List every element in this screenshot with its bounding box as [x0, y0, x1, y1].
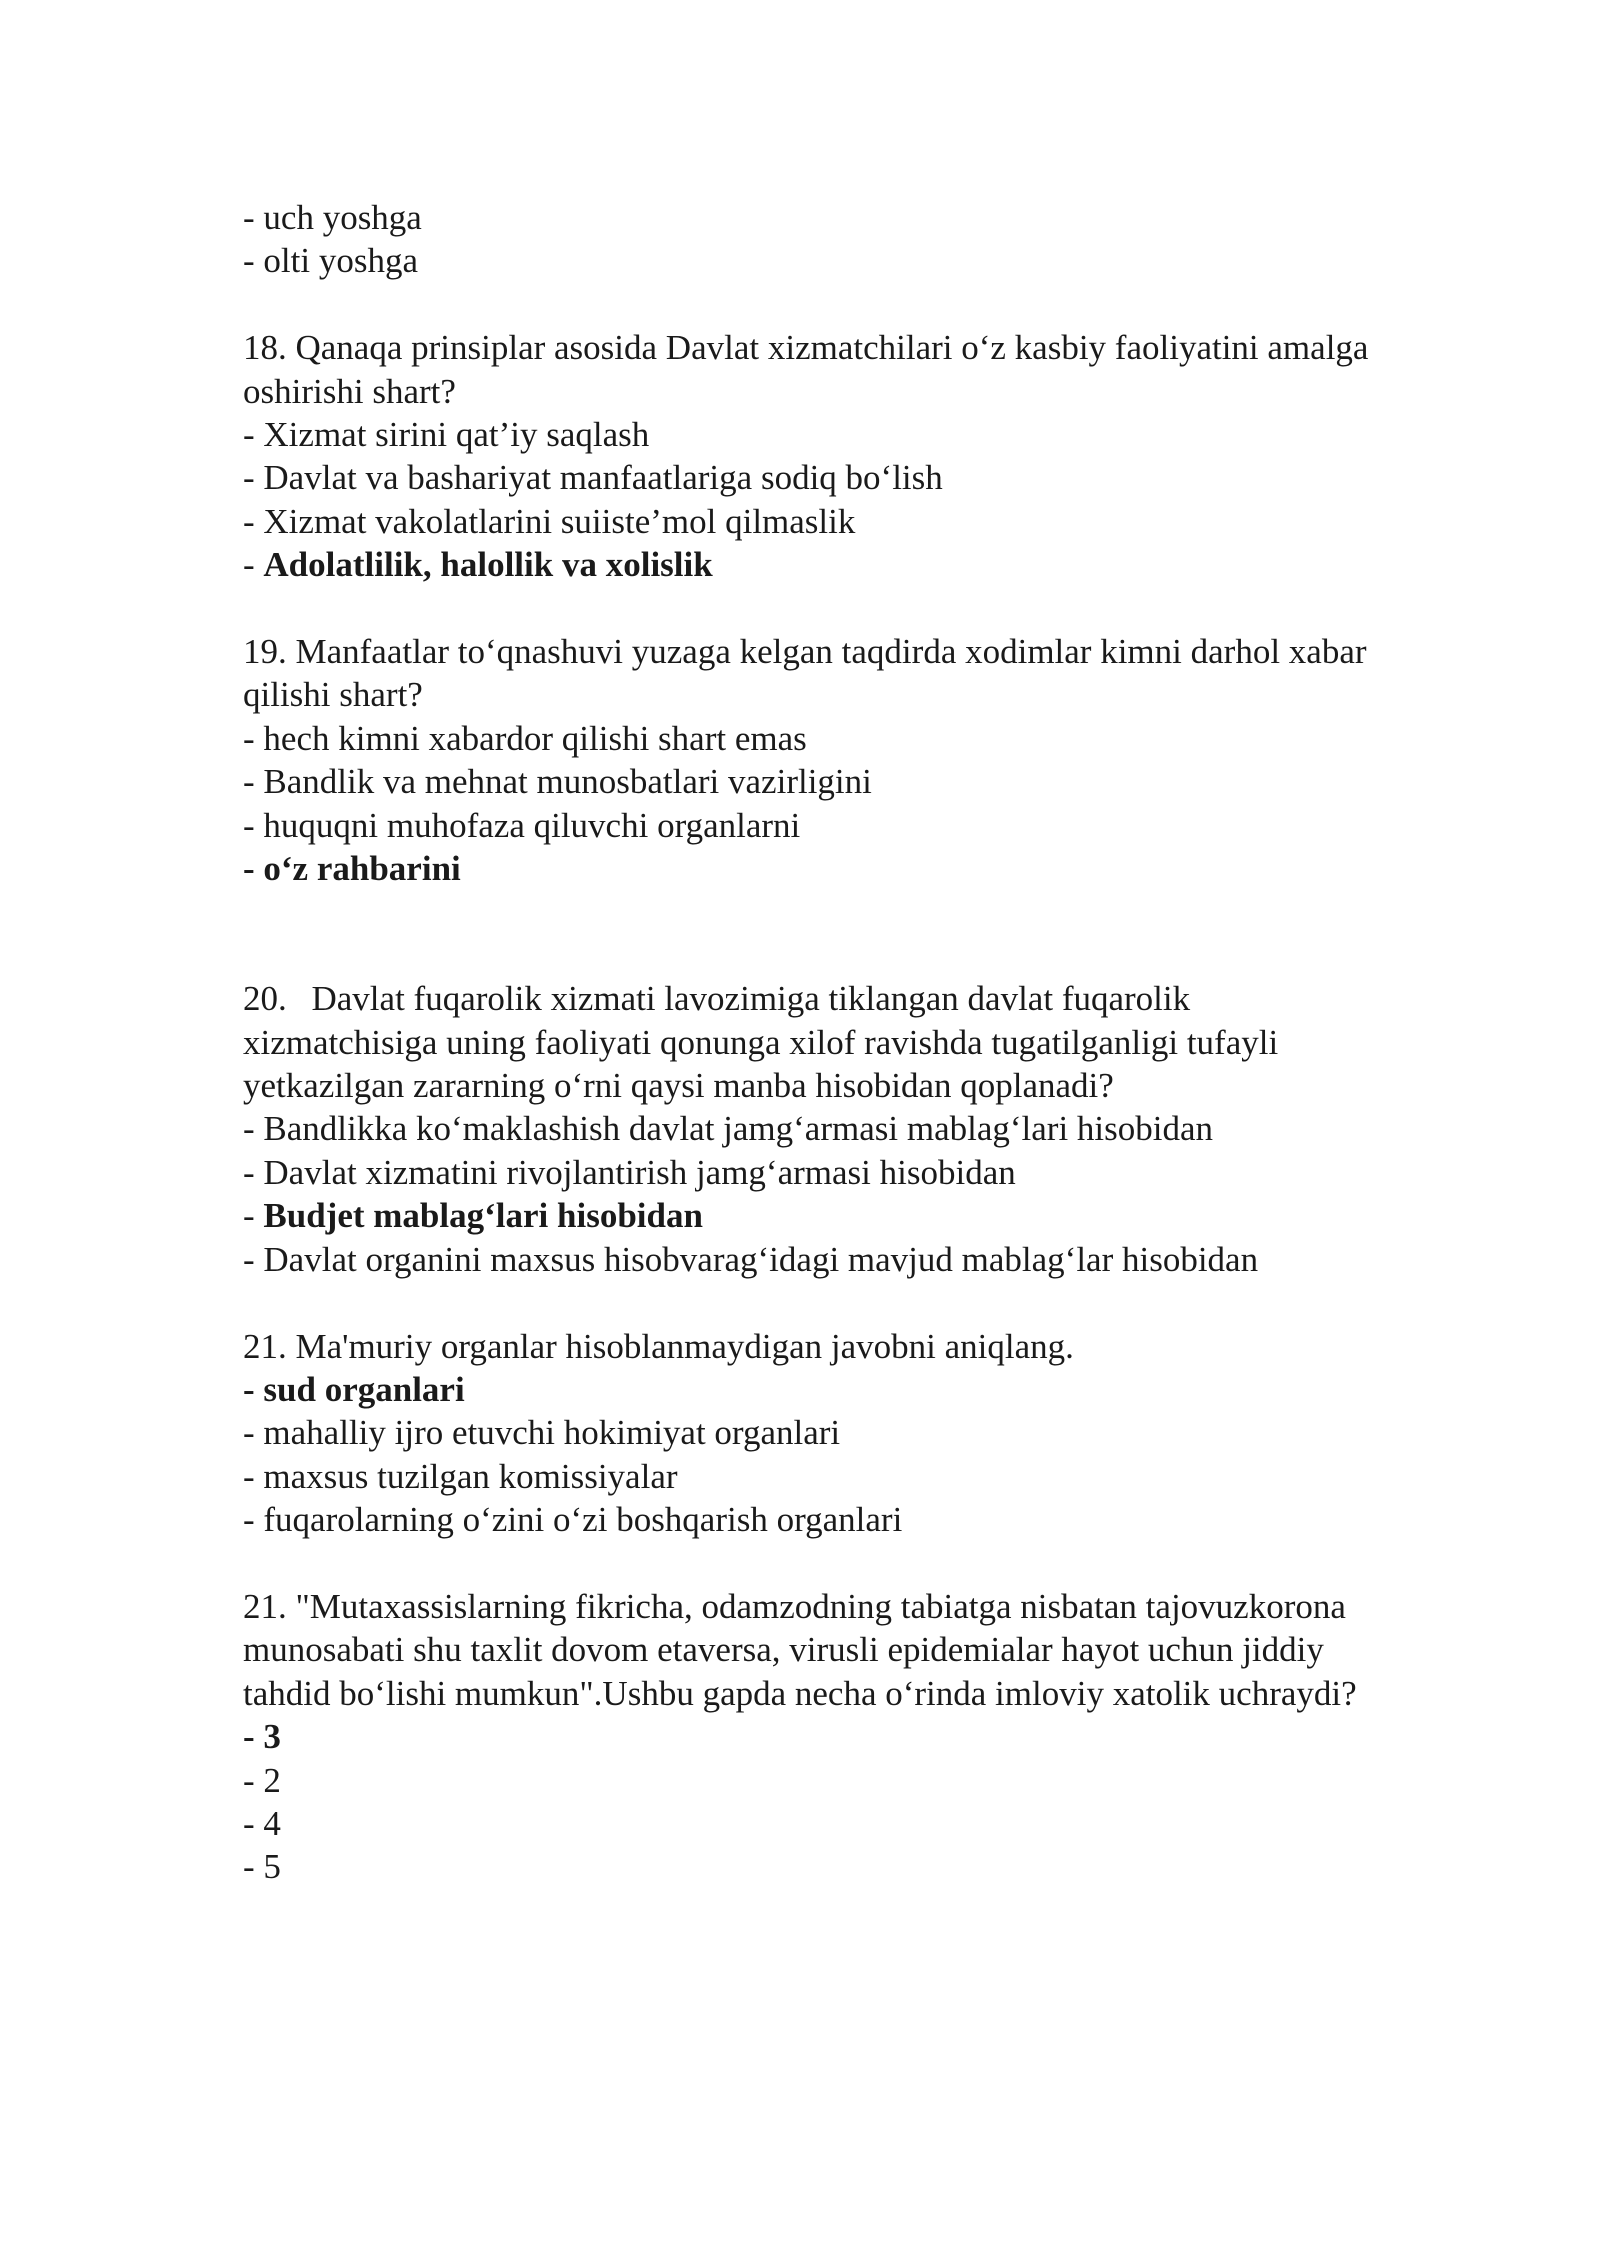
option-line: - hech kimni xabardor qilishi shart emas: [243, 718, 807, 758]
option-line: - Bandlik va mehnat munosbatlari vazirligini: [243, 762, 872, 802]
question-body: Davlat fuqarolik xizmati lavozimiga tiklangan davlat fuqarolik xizmatchisiga uning faoliyati qonunga xilof ravishda tugatilganligi tufayli yetkazilgan zararning o‘rni qaysi manba hisobidan qoplanadi?: [243, 979, 1279, 1106]
option-line: - Xizmat sirini qat’iy saqlash: [243, 415, 650, 455]
option-line: - mahalliy ijro etuvchi hokimiyat organlari: [243, 1413, 841, 1453]
option-line: - huquqni muhofaza qiluvchi organlarni: [243, 805, 801, 845]
option-line: - 4: [243, 1803, 281, 1843]
question-block: [243, 1585, 1383, 1889]
option-line: - fuqarolarning o‘zini o‘zi boshqarish organlari: [243, 1500, 903, 1540]
option-line: - 2: [243, 1760, 281, 1800]
question-block: [243, 1325, 1383, 1542]
question-block: [243, 977, 1383, 1281]
correct-option-line: [243, 1194, 1383, 1237]
option-line: - olti yoshga: [243, 241, 418, 281]
question-text: [243, 977, 1383, 1107]
correct-answer: Budjet mablag‘lari hisobidan: [263, 1196, 703, 1236]
option-line: - Davlat va bashariyat manfaatlariga sodiq bo‘lish: [243, 458, 943, 498]
question-text: 21. "Mutaxassislarning fikricha, odamzodning tabiatga nisbatan tajovuzkorona munosabati shu taxlit dovom etaversa, virusli epidemialar hayot uchun jiddiy tahdid bo‘lishi mumkun".Ushbu gapda necha o‘rinda imloviy xatolik uchraydi?: [243, 1586, 1357, 1713]
option-line: - uch yoshga: [243, 198, 422, 237]
question-text: 18. Qanaqa prinsiplar asosida Davlat xizmatchilari o‘z kasbiy faoliyatini amalga oshirishi shart?: [243, 328, 1369, 411]
correct-answer: - sud organlari: [243, 1369, 465, 1409]
option-line: - Davlat organini maxsus hisobvarag‘idagi mavjud mablag‘lar hisobidan: [243, 1239, 1259, 1279]
question-block: [243, 630, 1383, 890]
question-text: 21. Ma'muriy organlar hisoblanmaydigan javobni aniqlang.: [243, 1326, 1074, 1366]
question-text: 19. Manfaatlar to‘qnashuvi yuzaga kelgan taqdirda xodimlar kimni darhol xabar qilishi shart?: [243, 632, 1367, 715]
option-prefix: -: [243, 545, 264, 585]
correct-answer: Adolatlilik, halollik va xolislik: [263, 545, 713, 585]
option-line: - Davlat xizmatini rivojlantirish jamg‘armasi hisobidan: [243, 1152, 1016, 1192]
question-number: 20.: [243, 979, 287, 1019]
correct-answer: - o‘z rahbarini: [243, 849, 461, 889]
question-block: [243, 326, 1383, 586]
correct-option-line: [243, 543, 1383, 586]
option-prefix: -: [243, 1196, 264, 1236]
correct-answer: - 3: [243, 1717, 281, 1757]
option-line: - Xizmat vakolatlarini suiiste’mol qilmaslik: [243, 501, 856, 541]
option-line: - Bandlikka ko‘maklashish davlat jamg‘armasi mablag‘lari hisobidan: [243, 1109, 1214, 1149]
option-line: - 5: [243, 1847, 281, 1887]
document-page: [243, 196, 1383, 1889]
option-line: - maxsus tuzilgan komissiyalar: [243, 1456, 678, 1496]
